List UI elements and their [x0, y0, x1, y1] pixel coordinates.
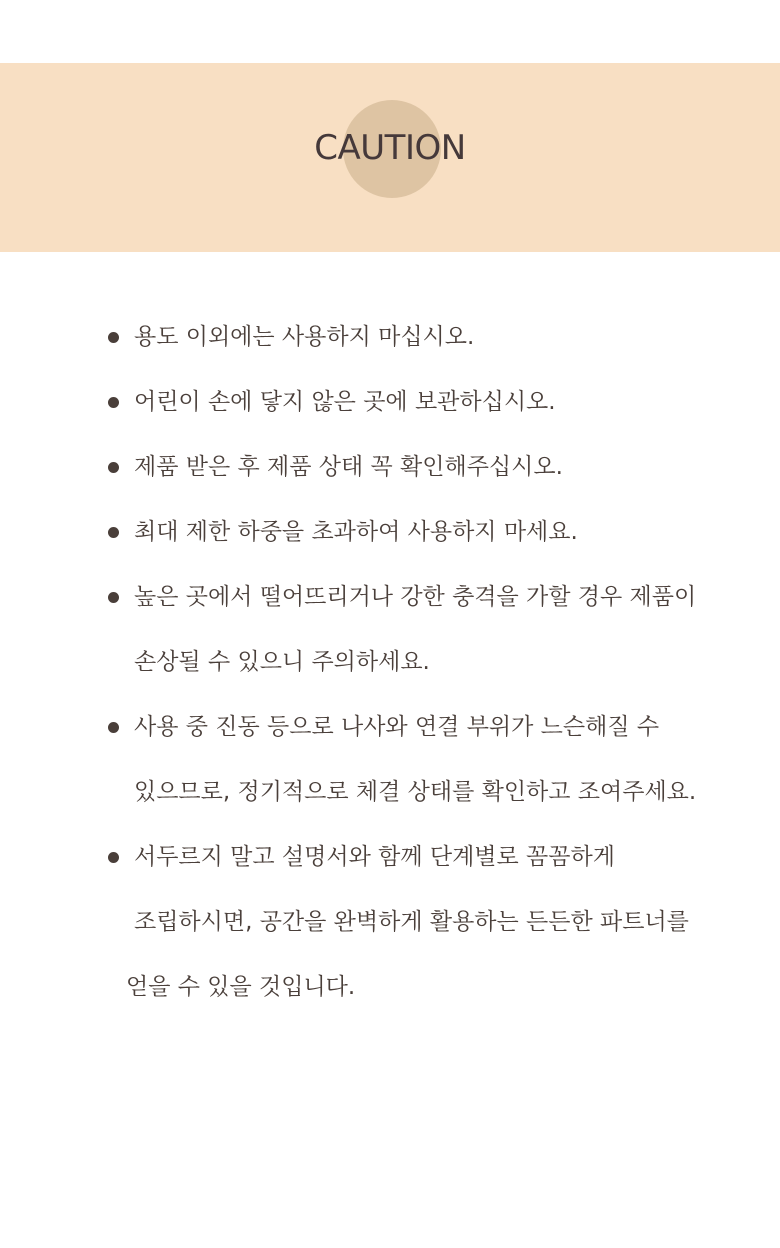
- caution-item-text: 서두르지 말고 설명서와 함께 단계별로 꼼꼼하게: [134, 844, 615, 870]
- bullet-icon: [108, 397, 119, 408]
- caution-item-text-continued: 있으므로, 정기적으로 체결 상태를 확인하고 조여주세요.: [134, 779, 697, 805]
- caution-item-text: 어린이 손에 닿지 않은 곳에 보관하십시오.: [134, 389, 556, 415]
- caution-title: CAUTION: [314, 128, 466, 168]
- bullet-icon: [108, 592, 119, 603]
- caution-item-text-continued: 손상될 수 있으니 주의하세요.: [134, 649, 430, 675]
- caution-item-text: 최대 제한 하중을 초과하여 사용하지 마세요.: [134, 519, 578, 545]
- caution-item-text-continued: 얻을 수 있을 것입니다.: [126, 974, 356, 1000]
- bullet-icon: [108, 332, 119, 343]
- bullet-icon: [108, 527, 119, 538]
- bullet-icon: [108, 462, 119, 473]
- caution-item-text: 사용 중 진동 등으로 나사와 연결 부위가 느슨해질 수: [134, 714, 660, 740]
- caution-item-text-continued: 조립하시면, 공간을 완벽하게 활용하는 든든한 파트너를: [134, 909, 689, 935]
- caution-item-text: 높은 곳에서 떨어뜨리거나 강한 충격을 가할 경우 제품이: [134, 584, 697, 610]
- caution-item-text: 용도 이외에는 사용하지 마십시오.: [134, 324, 475, 350]
- bullet-icon: [108, 852, 119, 863]
- caution-item-text: 제품 받은 후 제품 상태 꼭 확인해주십시오.: [134, 454, 563, 480]
- bullet-icon: [108, 722, 119, 733]
